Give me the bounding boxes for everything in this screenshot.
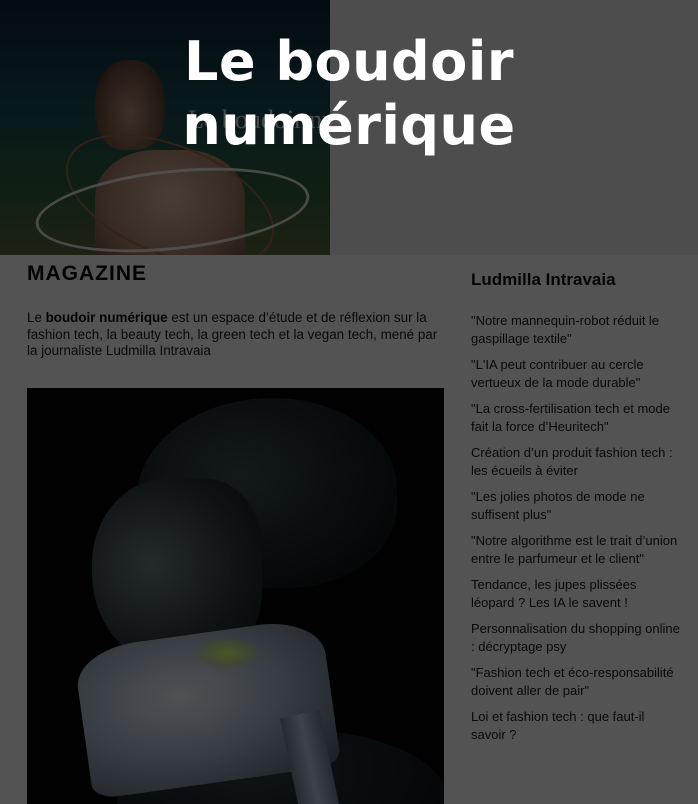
overlay-title-line1: Le boudoir [184,30,514,93]
overlay-title [0,30,698,158]
overlay-title-line2: numérique [182,94,516,157]
